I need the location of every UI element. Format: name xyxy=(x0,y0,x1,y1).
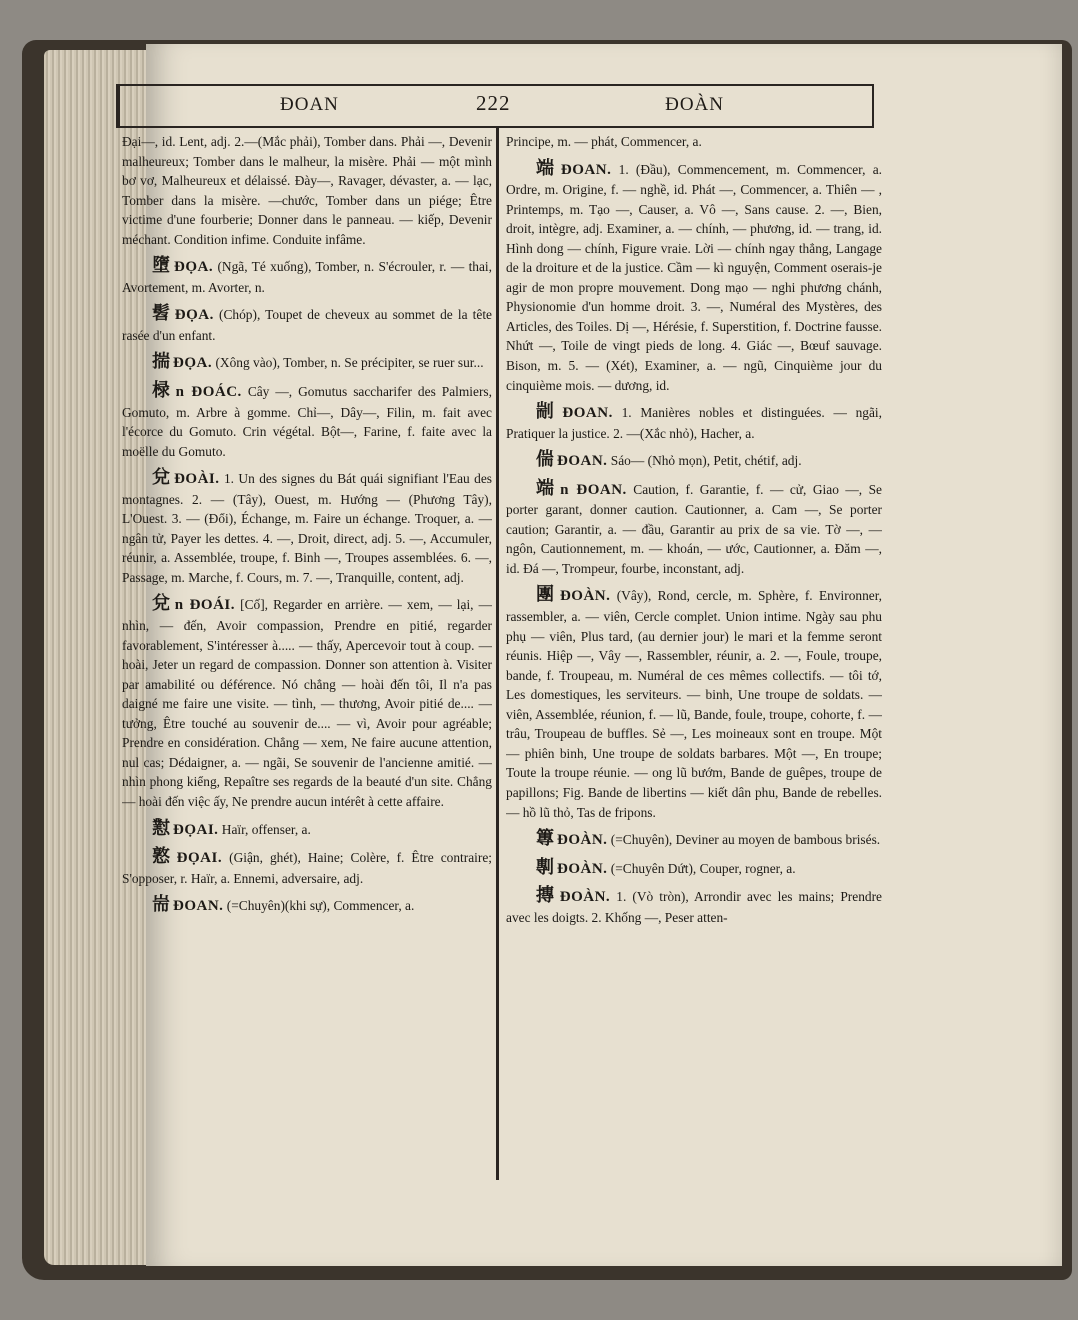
entry-definition: 1. (Vò tròn), Arrondir avec les mains; Prendre avec les doigts. 2. Khống —, Peser atten- xyxy=(506,889,882,925)
page-number: 222 xyxy=(476,91,511,115)
dictionary-entry xyxy=(122,594,492,811)
entry-headword: ĐOÀI. xyxy=(174,471,220,488)
entry-definition: (Xông vào), Tomber, n. Se précipiter, se ruer sur... xyxy=(215,355,484,371)
entry-character: 端 xyxy=(536,157,558,178)
entry-character: 篿 xyxy=(536,828,554,849)
entry-headword: ĐOÀN. xyxy=(557,860,608,877)
dictionary-entry xyxy=(506,886,882,927)
entry-headword: ĐOAN. xyxy=(557,453,608,470)
entry-headword: ĐỌA. xyxy=(174,307,214,324)
entry-headword: ĐỌAI. xyxy=(176,850,223,867)
entry-character: 兌 xyxy=(152,593,172,614)
entry-headword: ĐỌA. xyxy=(173,355,213,372)
entry-headword: ĐOAN. xyxy=(562,405,613,422)
dictionary-entry xyxy=(506,829,882,851)
page-header xyxy=(116,84,874,128)
entry-character: 懟 xyxy=(152,817,170,838)
entry-headword: ĐOÀN. xyxy=(557,832,608,849)
entry-definition: 1. Manières nobles et distinguées. — ngãi, Pratiquer la justice. 2. —(Xắc nhỏ), Hacher, a. xyxy=(506,405,882,441)
header-right-word: ĐOÀN xyxy=(665,94,724,115)
dictionary-entry xyxy=(506,479,882,579)
dictionary-entry xyxy=(506,159,882,396)
left-column xyxy=(122,132,492,1178)
entry-definition: 1. Un des signes du Bát quái signifiant l'Eau des montagnes. 2. — (Tây), Ouest, m. Hướng — (Phương Tây), L'Ouest. 3. — (Đổi), Échange, m. Faire un échange. Troquer, a. — ngân tử, Payer les dettes. 4. —, Droit, direct, adj. 5. —, Accumuler, réunir, a. Assemblée, troupe, f. Binh —, Troupes assemblées. 6. —, Passage, m. Marche, f. Cours, m. 7. —, Tranquille, content, adj. xyxy=(122,471,492,585)
entry-definition: (Giận, ghét), Haine; Colère, f. Être contraire; S'opposer, r. Haïr, a. Ennemi, adversaire, adj. xyxy=(122,850,492,886)
entry-character: 團 xyxy=(536,584,557,605)
entry-character: 墮 xyxy=(152,255,171,276)
entry-character: 兌 xyxy=(152,467,172,488)
entry-headword: ĐOÀN. xyxy=(559,889,611,906)
dictionary-entry xyxy=(506,585,882,822)
entry-character: 端 xyxy=(536,477,558,498)
entry-definition: (Vây), Rond, cercle, m. Sphère, f. Environner, rassembler, a. — viên, Cercle complet. Union intime. Ngày sau phu phụ — viên, Plus tard, (au dernier jour) le mari et la femme seront réunis. Hiệp —, Vây —, Rassembler, réunir, a. 2. —, Foule, troupe, bande, f. Troupeau, m. Numéral de ces mêmes collectifs. — tôi tớ, Les domestiques, les serviteurs. — binh, Une troupe de soldats. — viên, Assemblée, réunion, f. — lũ, Bande, foule, troupe, cohorte, f. — trâu, Troupeau de buffles. Sẻ —, Les moineaux sont en troupe. Một — phiên binh, Une troupe de soldats barbares. Một —, En troupe; Toute la troupe réunie. — ong lũ bướm, Bande de guêpes, troupe de papillons; Fig. Bande de libertins — kiết dân phu, Bande de rebelles. — hồ lũ thỏ, Tas de fripons. xyxy=(506,588,882,820)
entry-headword: ĐOÀN. xyxy=(559,588,611,605)
dictionary-entry xyxy=(122,819,492,841)
column-divider xyxy=(496,128,499,1180)
entry-definition: 1. (Đầu), Commencement, m. Commencer, a. Ordre, m. Origine, f. — nghề, id. Phát —, Commencer, a. Thiên — , Printemps, m. Tạo —, Causer, a. Vô —, Sans cause. 2. —, Bien, droit, intègre, adj. Examiner, a. — chính, — phương, id. — trang, id. Hình dong — chính, Figure vraie. Lời — chính ngay thẳng, Langage de la droiture et de la justice. Cầm — kì nguyện, Comment oserais-je agir de mon propre mouvement. Dong mạo — nghi phương chánh, Physionomie d'un homme droit. 3. —, Numéral des Mystères, des Articles, des Toiles. Dị —, Hérésie, f. Superstition, f. Doctrine fausse. Nhứt —, Toile de vingt pieds de long. 4. Giác —, Bœuf sauvage. Bison, m. 5. — (Xét), Examiner, a. — ngũ, Cinquième jour du cinquième mois. — dương, id. xyxy=(506,161,882,393)
dictionary-entry xyxy=(122,256,492,297)
entry-headword: ĐOAN. xyxy=(173,898,224,915)
dictionary-entry xyxy=(506,132,882,152)
entry-headword: ĐỌAI. xyxy=(173,821,219,838)
entry-character: 椂 xyxy=(152,380,173,401)
entry-definition: (=Chuyên)(khi sự), Commencer, a. xyxy=(226,898,415,914)
entry-character: 偳 xyxy=(536,449,554,470)
entry-definition: (=Chuyên), Deviner au moyen de bambous brisés. xyxy=(610,832,881,848)
entry-character: 摶 xyxy=(536,885,557,906)
dictionary-entry xyxy=(122,381,492,461)
entry-headword: n ĐOÁI. xyxy=(174,597,236,614)
entry-headword: ĐỌA. xyxy=(174,259,214,276)
entry-character: 揣 xyxy=(152,351,170,372)
dictionary-entry xyxy=(122,352,492,374)
right-column xyxy=(506,132,882,1178)
entry-character: 憝 xyxy=(152,846,174,867)
entry-character: 剬 xyxy=(536,401,560,422)
entry-character: 耑 xyxy=(152,894,170,915)
entry-definition: (Chóp), Toupet de cheveux au sommet de la tête rasée d'un enfant. xyxy=(122,307,492,343)
dictionary-entry xyxy=(506,450,882,472)
dictionary-entry xyxy=(122,468,492,587)
dictionary-entry xyxy=(122,132,492,249)
dictionary-entry xyxy=(122,847,492,888)
entry-definition: Sáo— (Nhỏ mọn), Petit, chétif, adj. xyxy=(610,453,802,469)
entry-character: 剸 xyxy=(536,856,554,877)
entry-definition: Haïr, offenser, a. xyxy=(221,821,311,837)
entry-headword: n ĐOAN. xyxy=(560,481,627,498)
entry-definition: [Cố], Regarder en arrière. — xem, — lại, — nhìn, — đến, Avoir compassion, Prendre en pitié, regarder favorablement, S'intéresser à..... — thấy, Apercevoir tout à coup. — hoài, Jeter un regard de compassion. Donner son attention à. Visiter par amabilité ou déférence. Nó chẳng — hoài đến tôi, Il n'a pas daigné me faire une visite. — tình, — thương, Avoir pitié de.... — tưởng, Être touché au souvenir de.... — vì, Avoir pour agréable; Prendre en considération. Chẳng — xem, Ne faire aucune attention, nul cas; Dédaigner, a. — ngãi, Se souvenir de l'ancienne amitié. — nhìn phong kiểng, Repaître ses regards de la beauté d'un site. Chẳng — hoài đến việc ấy, Ne prendre aucun intérêt à cette affaire. xyxy=(122,597,492,809)
dictionary-entry xyxy=(506,858,882,880)
entry-definition: Cây —, Gomutus saccharifer des Palmiers, Gomuto, m. Arbre à gomme. Chỉ—, Dây—, Filin, m. fait avec l'écorce du Gomuto. Crin végétal. Bột—, Farine, f. faite avec la moëlle du Gomuto. xyxy=(122,384,492,459)
dictionary-entry xyxy=(122,895,492,917)
entry-definition: (Ngã, Té xuống), Tomber, n. S'écrouler, r. — thai, Avortement, m. Avorter, n. xyxy=(122,259,492,295)
entry-character: 髫 xyxy=(152,303,172,324)
entry-definition: Caution, f. Garantie, f. — cử, Giao —, Se porter garant, donner caution. Cautionner, a. Cam —, Se porter caution; Garantir, a. — đầu, Garantir au prix de sa vie. Tờ —, — ngôn, Cautionnement, m. — khoán, — ước, Cautionner, a. Đăm —, id. Đá —, Trompeur, fourbe, inconstant, adj. xyxy=(506,481,882,576)
entry-definition: Đại—, id. Lent, adj. 2.—(Mắc phải), Tomber dans. Phải —, Devenir malheureux; Tomber dans le malheur, la misère. Phải — một mình bơ vơ, Malheureux et délaissé. Đày—, Ravager, dévaster, a. — lạc, Tomber dans la misère. —chước, Tomber dans un piége; Être victime d'une fourberie; Donner dans le panneau. — kiếp, Devenir méchant. Condition infime. Conduite infâme. xyxy=(122,134,492,247)
dictionary-entry xyxy=(122,304,492,345)
header-left-word: ĐOAN xyxy=(280,94,339,115)
entry-headword: ĐOAN. xyxy=(560,161,612,178)
entry-definition: Principe, m. — phát, Commencer, a. xyxy=(506,134,702,149)
entry-headword: n ĐOÁC. xyxy=(175,384,242,401)
dictionary-entry xyxy=(506,402,882,443)
entry-definition: (=Chuyên Dứt), Couper, rogner, a. xyxy=(610,860,796,876)
